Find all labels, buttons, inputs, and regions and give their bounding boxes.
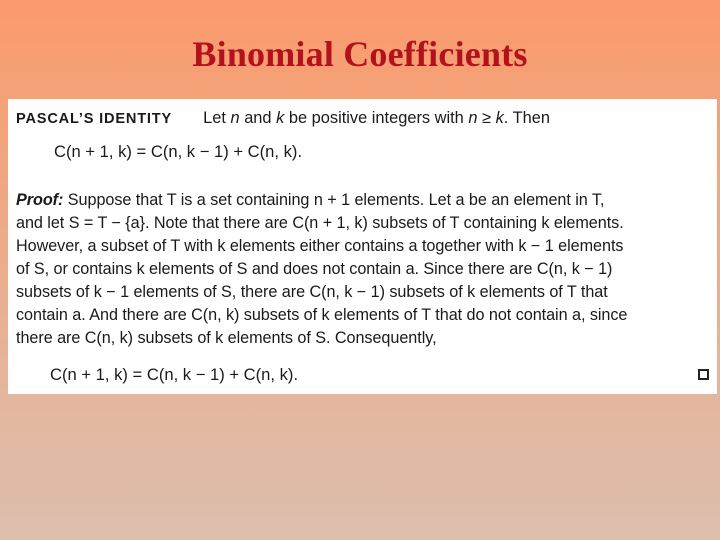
proof-line-7: there are C(n, k) subsets of k elements of S. Consequently, — [16, 329, 437, 347]
proof-line-2: and let S = T − {a}. Note that there are C(n + 1, k) subsets of T containing k elements. — [16, 214, 624, 232]
identity-formula: C(n + 1, k) = C(n, k − 1) + C(n, k). — [54, 142, 303, 161]
identity-heading: PASCAL’S IDENTITY — [16, 111, 173, 127]
theorem-panel — [8, 99, 717, 394]
proof-line-5: subsets of k − 1 elements of S, there are C(n, k − 1) subsets of k elements of T that — [16, 283, 608, 301]
proof-line-6: contain a. And there are C(n, k) subsets of k elements of T that do not contain a, since — [16, 306, 628, 324]
identity-statement: PASCAL’S IDENTITY Let n and k be positive integers with n ≥ k. Then — [16, 109, 550, 127]
proof-label: Proof: — [16, 191, 64, 209]
proof-line-3: However, a subset of T with k elements either contains a together with k − 1 elements — [16, 237, 624, 255]
qed-square-icon — [698, 369, 709, 380]
proof-line-1: Proof: Suppose that T is a set containing n + 1 elements. Let a be an element in T, — [16, 191, 605, 209]
proof-line-4: of S, or contains k elements of S and does not contain a. Since there are C(n, k − 1) — [16, 260, 613, 278]
proof-final-formula: C(n + 1, k) = C(n, k − 1) + C(n, k). — [50, 365, 299, 384]
slide-title: Binomial Coefficients — [192, 34, 528, 74]
